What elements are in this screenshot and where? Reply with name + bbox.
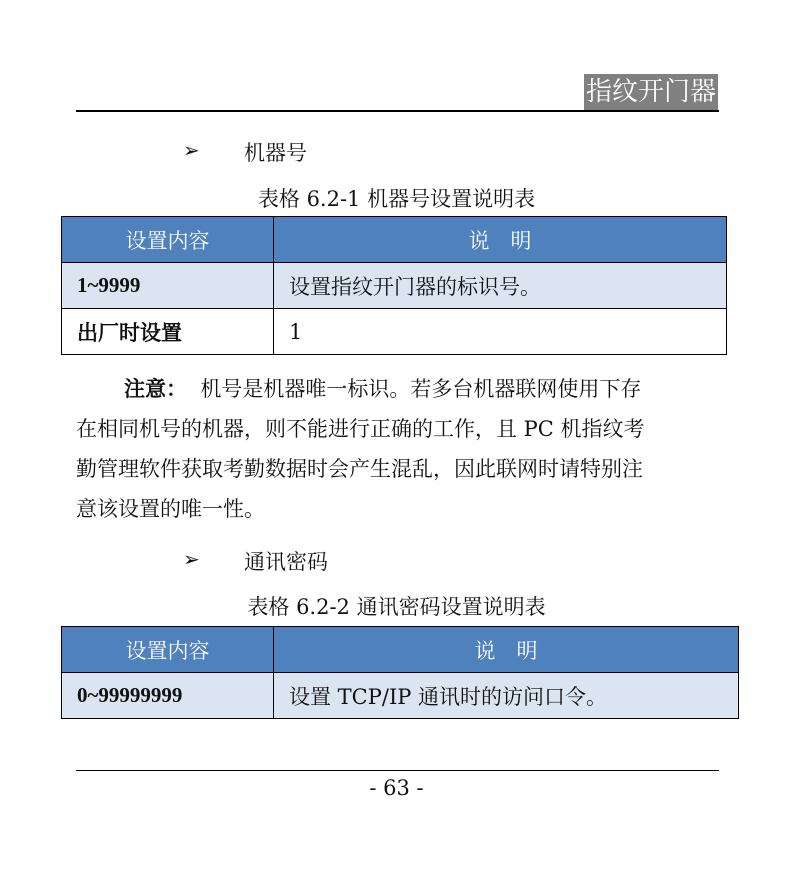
note-line: 机号是机器唯一标识。若多台机器联网使用下存 bbox=[200, 377, 642, 401]
header-rule bbox=[76, 110, 719, 112]
machine-id-table bbox=[61, 216, 727, 355]
table-caption-machine-id: 表格 6.2-1 机器号设置说明表 bbox=[257, 187, 536, 211]
header-section-title: 指纹开门器 bbox=[584, 74, 718, 110]
page-number: - 63 - bbox=[369, 776, 424, 800]
note-line: 在相同机号的机器，则不能进行正确的工作，且 PC 机指纹考 bbox=[76, 417, 645, 441]
footer-rule bbox=[76, 770, 719, 771]
note-paragraph bbox=[76, 369, 721, 529]
table-cell-description: 设置 TCP/IP 通讯时的访问口令。 bbox=[274, 673, 739, 719]
table-cell-setting: 出厂时设置 bbox=[62, 309, 274, 355]
table-cell-description: 1 bbox=[274, 309, 727, 355]
note-line: 勤管理软件获取考勤数据时会产生混乱，因此联网时请特别注 bbox=[76, 457, 643, 481]
table-header-row bbox=[62, 217, 727, 263]
table-row bbox=[62, 673, 739, 719]
table-header-row bbox=[62, 627, 739, 673]
table-header-cell: 设置内容 bbox=[62, 217, 274, 263]
table-caption-comm-password: 表格 6.2-2 通讯密码设置说明表 bbox=[247, 595, 546, 619]
table-cell-setting: 0~99999999 bbox=[62, 673, 274, 719]
section-heading-comm-password: 通讯密码 bbox=[244, 550, 328, 574]
table-row bbox=[62, 309, 727, 355]
bullet-arrow-icon: ➢ bbox=[183, 547, 200, 571]
table-header-cell: 说 明 bbox=[274, 627, 739, 673]
table-cell-description: 设置指纹开门器的标识号。 bbox=[274, 263, 727, 309]
bullet-arrow-icon: ➢ bbox=[183, 138, 200, 162]
table-cell-setting: 1~9999 bbox=[62, 263, 274, 309]
section-heading-machine-id: 机器号 bbox=[244, 141, 307, 165]
table-header-cell: 设置内容 bbox=[62, 627, 274, 673]
note-label: 注意： bbox=[124, 377, 187, 401]
note-line: 意该设置的唯一性。 bbox=[76, 497, 265, 521]
table-row bbox=[62, 263, 727, 309]
comm-password-table bbox=[61, 626, 739, 719]
table-header-cell: 说 明 bbox=[274, 217, 727, 263]
